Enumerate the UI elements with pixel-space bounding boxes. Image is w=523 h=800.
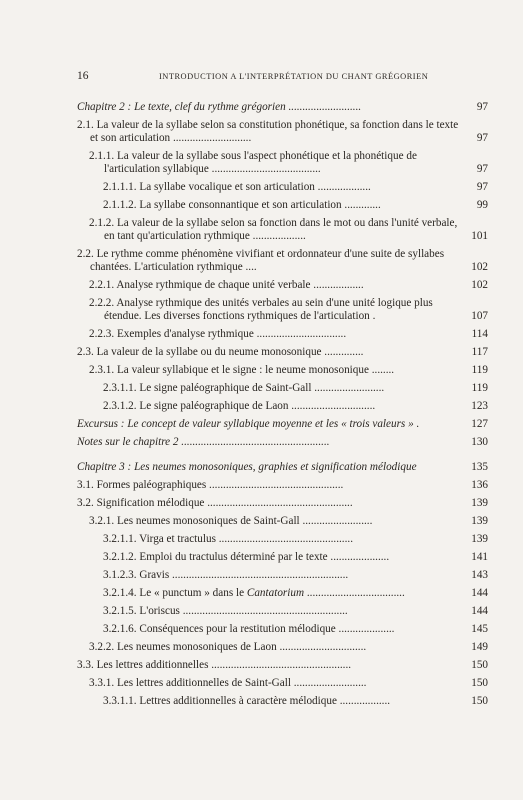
toc-entry-title: 2.1.1. La valeur de la syllabe sous l'aspect phonétique et la phonétique de l'articulation syllabique .......................................: [89, 150, 417, 175]
toc-entry-page: 139: [471, 497, 488, 509]
toc-entry: [77, 605, 488, 618]
toc-entry-title: 3.3.1. Les lettres additionnelles de Saint-Gall ..........................: [89, 677, 367, 689]
toc-entry: [77, 695, 488, 708]
toc-entry-page: 97: [476, 181, 488, 193]
toc-entry-title: 2.3.1.1. Le signe paléographique de Saint-Gall .........................: [103, 382, 385, 394]
toc-entry-page: 135: [471, 461, 488, 473]
toc-entry: [77, 418, 488, 431]
toc-entry: [77, 181, 488, 194]
toc-entry-title: 3.2.1. Les neumes monosoniques de Saint-Gall .........................: [89, 515, 373, 527]
toc-entry: [77, 515, 488, 528]
toc-entry-page: 145: [471, 623, 488, 635]
toc-entry-title: 2.3. La valeur de la syllabe ou du neume monosonique ..............: [77, 346, 364, 358]
toc-entry: [77, 641, 488, 654]
toc-entry-title: 2.1. La valeur de la syllabe selon sa constitution phonétique, sa fonction dans le texte et son articulation ............................: [77, 119, 459, 144]
toc-entry-title: 3.2.1.5. L'oriscus ...........................................................: [103, 605, 348, 617]
toc-entry-title: Notes sur le chapitre 2 .....................................................: [77, 436, 330, 448]
toc-entry-page: 150: [471, 695, 488, 707]
toc-entry-page: 102: [471, 261, 488, 273]
toc-entry-title: 3.1. Formes paléographiques ................................................: [77, 479, 344, 491]
toc-entry-title: Excursus : Le concept de valeur syllabique moyenne et les « trois valeurs » .: [77, 418, 420, 430]
toc-entry-page: 144: [471, 587, 488, 599]
toc-entry-title: 3.2.1.4. Le « punctum » dans le Cantatorium ...................................: [103, 587, 405, 599]
toc-entry-title: 2.2.1. Analyse rythmique de chaque unité verbale ..................: [89, 279, 364, 291]
toc-entry-page: 144: [471, 605, 488, 617]
toc-entry-page: 136: [471, 479, 488, 491]
toc-entry-page: 97: [476, 101, 488, 113]
toc-entry: [77, 623, 488, 636]
toc-entry-page: 117: [471, 346, 488, 358]
toc-entry-page: 102: [471, 279, 488, 291]
toc-entry-page: 127: [471, 418, 488, 430]
toc-entry-title: 2.1.1.1. La syllabe vocalique et son articulation ...................: [103, 181, 371, 193]
toc-entry-page: 141: [471, 551, 488, 563]
toc-entry: [77, 119, 488, 145]
toc-entry-title: 3.2.1.1. Virga et tractulus ................................................: [103, 533, 353, 545]
toc-entry-page: 123: [471, 400, 488, 412]
toc-entry-title: 3.2. Signification mélodique ....................................................: [77, 497, 353, 509]
toc-entry: [77, 587, 488, 600]
toc-entry: [77, 364, 488, 377]
toc-entry-title: 3.1.2.3. Gravis ...............................................................: [103, 569, 349, 581]
toc-entry-title: 3.2.1.6. Conséquences pour la restitution mélodique ....................: [103, 623, 395, 635]
toc-entry-page: 130: [471, 436, 488, 448]
toc-entry-title: 2.2.2. Analyse rythmique des unités verbales au sein d'une unité logique plus étendue. Les diverses fonctions rythmiques de l'articulation .: [89, 297, 433, 322]
toc-entry: [77, 279, 488, 292]
toc-entry-title: 3.2.2. Les neumes monosoniques de Laon ...............................: [89, 641, 367, 653]
toc-entry-page: 101: [471, 230, 488, 242]
toc-entry: [77, 101, 488, 114]
running-title: INTRODUCTION A L'INTERPRÉTATION DU CHANT GRÉGORIEN: [159, 72, 429, 81]
toc-entry-page: 139: [471, 533, 488, 545]
toc-entry: [77, 150, 488, 176]
toc-entry-leader: ...................................: [304, 587, 405, 599]
toc-entry-title: 3.3.1.1. Lettres additionnelles à caractère mélodique ..................: [103, 695, 391, 707]
toc-entry-page: 107: [471, 310, 488, 322]
toc-entry-page: 149: [471, 641, 488, 653]
toc-entry-page: 119: [471, 364, 488, 376]
toc-entry: [77, 199, 488, 212]
toc-entry-title: Chapitre 3 : Les neumes monosoniques, graphies et signification mélodique: [77, 461, 417, 473]
toc-entry: [77, 497, 488, 510]
toc-entry-page: 150: [471, 659, 488, 671]
toc-entry-page: 97: [476, 132, 488, 144]
table-of-contents: [77, 101, 488, 713]
toc-entry: [77, 248, 488, 274]
toc-entry: [77, 677, 488, 690]
toc-entry-title: 2.2.3. Exemples d'analyse rythmique ................................: [89, 328, 347, 340]
toc-entry-page: 143: [471, 569, 488, 581]
page-number: 16: [77, 70, 89, 82]
toc-entry-page: 114: [471, 328, 488, 340]
toc-entry: [77, 479, 488, 492]
toc-entry: [77, 217, 488, 243]
toc-entry: [77, 551, 488, 564]
toc-entry: [77, 461, 488, 474]
toc-entry: [77, 328, 488, 341]
toc-entry: [77, 436, 488, 449]
toc-entry: [77, 297, 488, 323]
toc-entry-page: 99: [476, 199, 488, 211]
toc-entry-page: 97: [476, 163, 488, 175]
toc-entry-title: 3.2.1.2. Emploi du tractulus déterminé par le texte .....................: [103, 551, 390, 563]
toc-entry-italic-word: Cantatorium: [246, 587, 305, 599]
toc-entry: [77, 346, 488, 359]
toc-entry-title: 2.2. Le rythme comme phénomène vivifiant et ordonnateur d'une suite de syllabes chantées. L'articulation rythmique ....: [77, 248, 445, 273]
toc-entry-title: 2.3.1. La valeur syllabique et le signe : le neume monosonique ........: [89, 364, 395, 376]
toc-entry-title: 2.1.1.2. La syllabe consonnantique et son articulation .............: [103, 199, 381, 211]
toc-entry: [77, 382, 488, 395]
toc-entry-page: 139: [471, 515, 488, 527]
toc-entry: [77, 533, 488, 546]
toc-entry-title: 2.1.2. La valeur de la syllabe selon sa fonction dans le mot ou dans l'unité verbale, en tant qu'articulation rythmique ...................: [89, 217, 458, 242]
toc-entry-page: 119: [471, 382, 488, 394]
toc-entry: [77, 400, 488, 413]
toc-entry-title: 2.3.1.2. Le signe paléographique de Laon ..............................: [103, 400, 376, 412]
toc-entry: [77, 569, 488, 582]
toc-entry-title: Chapitre 2 : Le texte, clef du rythme grégorien ..........................: [77, 101, 362, 113]
toc-entry-page: 150: [471, 677, 488, 689]
toc-entry-title: 3.3. Les lettres additionnelles ..................................................: [77, 659, 352, 671]
toc-entry: [77, 659, 488, 672]
